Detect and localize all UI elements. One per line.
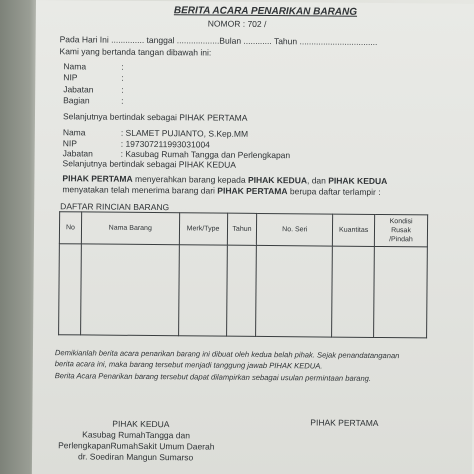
- signature-left-title-1: Kasubag RumahTangga dan: [82, 429, 191, 441]
- field-label: Nama: [63, 61, 87, 72]
- table-cell: [226, 245, 257, 336]
- statement-text: berupa daftar terlampir :: [287, 186, 381, 198]
- field-separator: :: [121, 95, 124, 106]
- table-cell: [332, 246, 375, 337]
- table-row: [59, 244, 428, 338]
- closing-line-1: Demikianlah berita acara penarikan barang ini dibuat oleh kedua belah pihak. Sejak penandatanganan: [54, 348, 400, 361]
- field-value: : Kasubag Rumah Tangga dan Perlengkapan: [120, 148, 291, 161]
- col-header-kuantitas: Kuantitas: [333, 214, 375, 246]
- col-header-nama-barang: Nama Barang: [81, 212, 179, 245]
- field-value: : 197307211993031004: [120, 138, 210, 150]
- signature-right-role: PIHAK PERTAMA: [310, 417, 379, 429]
- table-cell: [81, 244, 179, 336]
- items-table: [58, 211, 428, 338]
- statement-role: PIHAK PERTAMA: [62, 173, 133, 184]
- field-separator: :: [121, 84, 124, 95]
- opening-intro: Kami yang bertanda tangan dibawah ini:: [59, 46, 212, 58]
- statement-role: PIHAK PERTAMA: [217, 185, 288, 197]
- col-header-no: No: [59, 212, 81, 244]
- col-header-no-seri: No. Seri: [257, 213, 333, 246]
- statement-role: PIHAK KEDUA: [247, 174, 308, 186]
- field-separator: :: [121, 61, 124, 72]
- table-cell: [59, 244, 82, 335]
- statement-text: , dan: [306, 175, 329, 186]
- first-party-nip-row: [63, 72, 123, 83]
- first-party-bagian-row: [63, 95, 123, 106]
- table-cell: [256, 245, 332, 337]
- first-party-name-row: [63, 61, 123, 72]
- col-header-tahun: Tahun: [227, 213, 257, 245]
- field-label: Bagian: [63, 95, 90, 106]
- kondisi-line: /Pindah: [389, 236, 413, 244]
- closing-line-3: Berita Acara Penarikan barang tersebut dapat dilampirkan sebagai usulan permintaan barang.: [54, 371, 372, 383]
- caption-text: Selanjutnya bertindak sebagai: [62, 111, 180, 123]
- caption-role: PIHAK KEDUA: [178, 159, 237, 170]
- document-title: BERITA ACARA PENARIKAN BARANG: [173, 5, 358, 18]
- caption-text: Selanjutnya bertindak sebagai: [62, 158, 179, 170]
- kondisi-line: Rusak: [391, 227, 411, 235]
- table-caption: DAFTAR RINCIAN BARANG: [60, 201, 170, 213]
- field-label: NIP: [62, 138, 77, 149]
- statement-line-2: [62, 184, 380, 197]
- second-party-caption: [63, 158, 236, 170]
- signature-left-title-2: PerlengkapanRumahSakit Umum Daerah: [58, 440, 215, 452]
- first-party-caption: [63, 111, 248, 123]
- document-number: NOMOR : 702 /: [207, 18, 267, 30]
- second-party-name-row: [63, 127, 248, 139]
- first-party-jabatan-row: [63, 84, 123, 95]
- table-header-row: [59, 212, 427, 247]
- col-header-merk-type: Merk/Type: [179, 213, 227, 245]
- field-label: NIP: [63, 72, 78, 83]
- document-page: [32, 0, 474, 474]
- field-label: Jabatan: [62, 148, 93, 159]
- table-cell: [178, 245, 227, 336]
- opening-date-line: Pada Hari Ini .............. tanggal ..................Bulan ............ Tahun .................................: [59, 34, 378, 47]
- caption-role: PIHAK PERTAMA: [179, 112, 248, 123]
- col-header-kondisi: [374, 214, 427, 246]
- statement-role: PIHAK KEDUA: [328, 175, 388, 187]
- statement-text: menyatakan telah menerima barang dari: [62, 184, 218, 196]
- field-label: Jabatan: [63, 84, 94, 95]
- field-label: Nama: [62, 127, 86, 138]
- table-cell: [374, 246, 428, 337]
- kondisi-line: Kondisi: [389, 218, 413, 226]
- signature-left-role: PIHAK KEDUA: [112, 418, 170, 430]
- field-value: : SLAMET PUJIANTO, S.Kep.MM: [120, 127, 249, 139]
- signature-left-title-3: dr. Soediran Mangun Sumarso: [77, 451, 194, 463]
- closing-line-2: berita acara ini, maka barang tersebut menjadi tanggung jawab PIHAK KEDUA.: [54, 359, 323, 371]
- statement-text: menyerahkan barang kepada: [132, 173, 249, 185]
- field-separator: :: [121, 72, 124, 83]
